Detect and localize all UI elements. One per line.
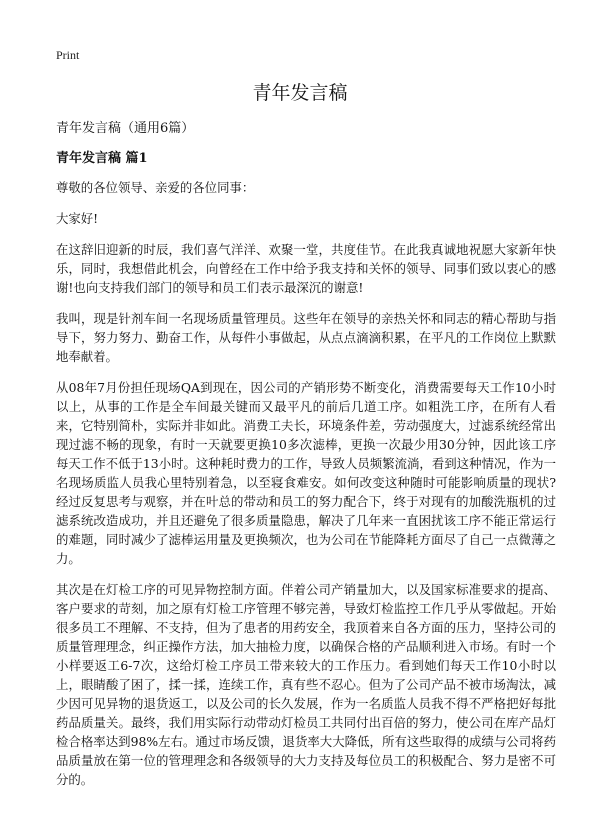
body-paragraph-3: 从08年7月份担任现场QA到现在，因公司的产销形势不断变化，消费需要每天工作10小时以上，从事的工作是全车间最关键而又最平凡的前后几道工序。如粗洗工序，在所有人看来，它特别简朴，实际并非如此。消费工夫长，环境条件差，劳动强度大，过滤系统经常出现过滤不畅的现象，有时一天就要更换10多次滤棒，更换一次最少用30分钟，因此该工序每天工作不低于13小时。这种耗时费力的工作，导致人员频繁流淌，看到这种情况，作为一名现场质监人员我心里特别着急，以至寝食难安。如何改变这种随时可能影响质量的现状?经过反复思考与观察，并在叶总的带动和员工的努力配合下，终于对现有的加酸洗瓶机的过滤系统改造成功，并且还避免了很多质量隐患，解决了几年来一直困扰该工序不能正常运行的难题，同时减少了滤棒运用量及更换频次，也为公司在节能降耗方面尽了自己一点微薄之力。 [56,380,556,566]
body-paragraph-1: 在这辞旧迎新的时辰，我们喜气洋洋、欢聚一堂，共度佳节。在此我真诚地祝愿大家新年快乐，同时，我想借此机会，向曾经在工作中给予我支持和关怀的领导、同事们致以衷心的感谢!也向支持我们部门的领导和员工们表示最深沉的谢意! [56,242,556,295]
print-link[interactable]: Print [56,48,80,62]
document-body [56,120,556,801]
greeting-paragraph: 大家好! [56,211,99,226]
salutation-paragraph: 尊敬的各位领导、亲爱的各位同事： [56,180,255,195]
document-subtitle: 青年发言稿（通用6篇） [56,121,195,136]
body-paragraph-2: 我叫，现是针剂车间一名现场质量管理员。这些年在领导的亲热关怀和同志的精心帮助与指导下，努力努力、勤奋工作，从每件小事做起，从点点滴滴积累，在平凡的工作岗位上默默地奉献着。 [56,311,556,364]
section-heading: 青年发言稿 篇1 [56,151,148,166]
body-paragraph-4: 其次是在灯检工序的可见异物控制方面。伴着公司产销量加大，以及国家标准要求的提高、客户要求的苛刻，加之原有灯检工序管理不够完善，导致灯检监控工作几乎从零做起。开始很多员工不理解、不支持，但为了患者的用药安全，我顶着来自各方面的压力，坚持公司的质量管理理念，纠正操作方法，加大抽检力度，以确保合格的产品顺利进入市场。有时一个小样要返工6-7次，这给灯检工序员工带来较大的工作压力。看到她们每天工作10小时以上，眼睛酸了困了，揉一揉，连续工作，真有些不忍心。但为了公司产品不被市场淘汰，减少因可见异物的退货返工，以及公司的长久发展，作为一名质监人员我不得不严格把好每批药品质量关。最终，我们用实际行动带动灯检员工共同付出百倍的努力，使公司在库产品灯检合格率达到98%左右。通过市场反馈，退货率大大降低，所有这些取得的成绩与公司将药品质量放在第一位的管理理念和各级领导的大力支持及每位员工的积极配合、努力是密不可分的。 [56,582,556,787]
document-title: 青年发言稿 [252,82,348,104]
